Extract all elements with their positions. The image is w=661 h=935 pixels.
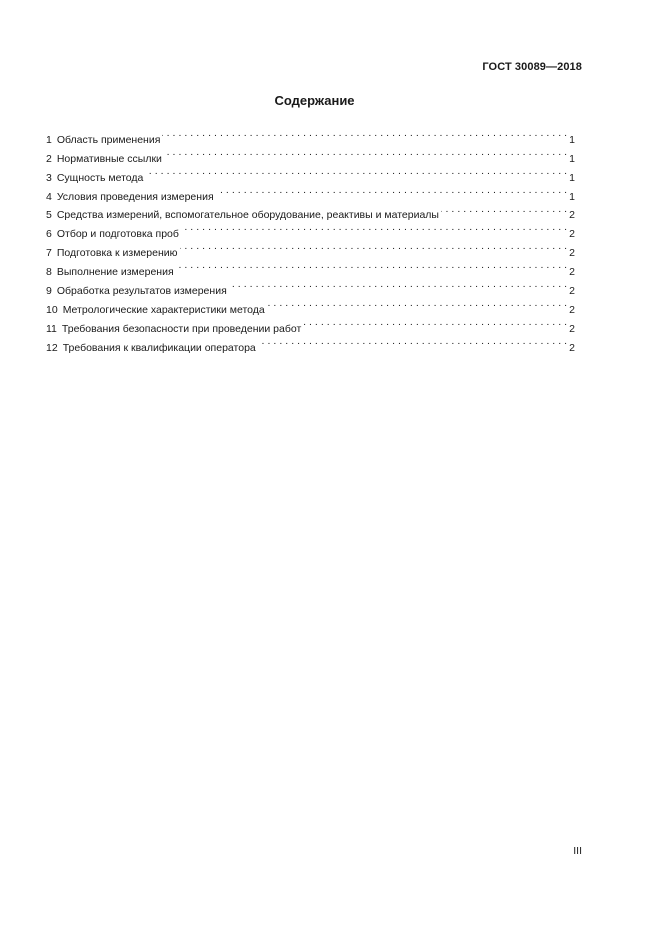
toc-entry-number: 2 <box>46 152 52 165</box>
toc-entry-title: Требования к квалификации оператора <box>62 341 256 354</box>
toc-dot-leader <box>441 200 567 219</box>
toc-entry-number: 8 <box>46 266 52 279</box>
toc-dot-leader <box>267 294 567 313</box>
toc-entry-number: 10 <box>46 303 58 316</box>
toc-dot-leader <box>176 256 568 275</box>
toc-entry-title: Область применения <box>56 133 161 146</box>
page-number: III <box>573 845 582 857</box>
toc-entry-title: Нормативные ссылки <box>56 152 162 165</box>
toc-entry-page: 1 <box>569 171 575 184</box>
toc-dot-leader <box>181 218 567 237</box>
toc-entry-number: 7 <box>46 247 52 260</box>
toc-dot-leader <box>145 162 567 181</box>
toc-entry-title: Отбор и подготовка проб <box>56 228 179 241</box>
toc-entry-title: Обработка результатов измерения <box>56 285 227 298</box>
document-code: ГОСТ 30089—2018 <box>482 61 582 73</box>
toc-dot-leader <box>164 143 567 162</box>
toc-entry-number: 1 <box>46 133 52 146</box>
toc-entry-page: 2 <box>569 266 575 279</box>
toc-entry-page: 2 <box>569 322 575 335</box>
toc-entry-page: 2 <box>569 247 575 260</box>
toc-entry-number: 5 <box>46 209 52 222</box>
toc-dot-leader <box>180 237 568 256</box>
table-of-contents <box>46 124 575 354</box>
toc-entry-title: Требования безопасности при проведении работ <box>61 322 302 335</box>
toc-entry-page: 2 <box>569 303 575 316</box>
toc-entry-title: Условия проведения измерения <box>56 190 214 203</box>
toc-entry-page: 2 <box>569 228 575 241</box>
toc-entry-page: 1 <box>569 133 575 146</box>
toc-entry-title: Сущность метода <box>56 171 144 184</box>
toc-entry-page: 2 <box>569 209 575 222</box>
toc-entry-1 <box>46 124 575 146</box>
toc-entry-page: 1 <box>569 152 575 165</box>
toc-entry-number: 11 <box>46 322 57 335</box>
toc-entry-number: 3 <box>46 171 52 184</box>
toc-entry-title: Метрологические характеристики метода <box>62 303 265 316</box>
toc-entry-number: 4 <box>46 190 52 203</box>
toc-entry-page: 2 <box>569 285 575 298</box>
toc-dot-leader <box>303 313 567 332</box>
toc-dot-leader <box>162 124 567 143</box>
toc-entry-title: Средства измерений, вспомогательное оборудование, реактивы и материалы <box>56 209 439 222</box>
toc-entry-number: 9 <box>46 285 52 298</box>
toc-title: Содержание <box>274 93 355 108</box>
toc-entry-title: Подготовка к измерению <box>56 247 178 260</box>
toc-dot-leader <box>216 181 568 200</box>
toc-entry-page: 2 <box>569 341 575 354</box>
toc-entry-title: Выполнение измерения <box>56 266 174 279</box>
toc-entry-page: 1 <box>569 190 575 203</box>
toc-dot-leader <box>229 275 567 294</box>
toc-entry-number: 6 <box>46 228 52 241</box>
toc-entry-number: 12 <box>46 341 58 354</box>
toc-dot-leader <box>258 332 567 351</box>
